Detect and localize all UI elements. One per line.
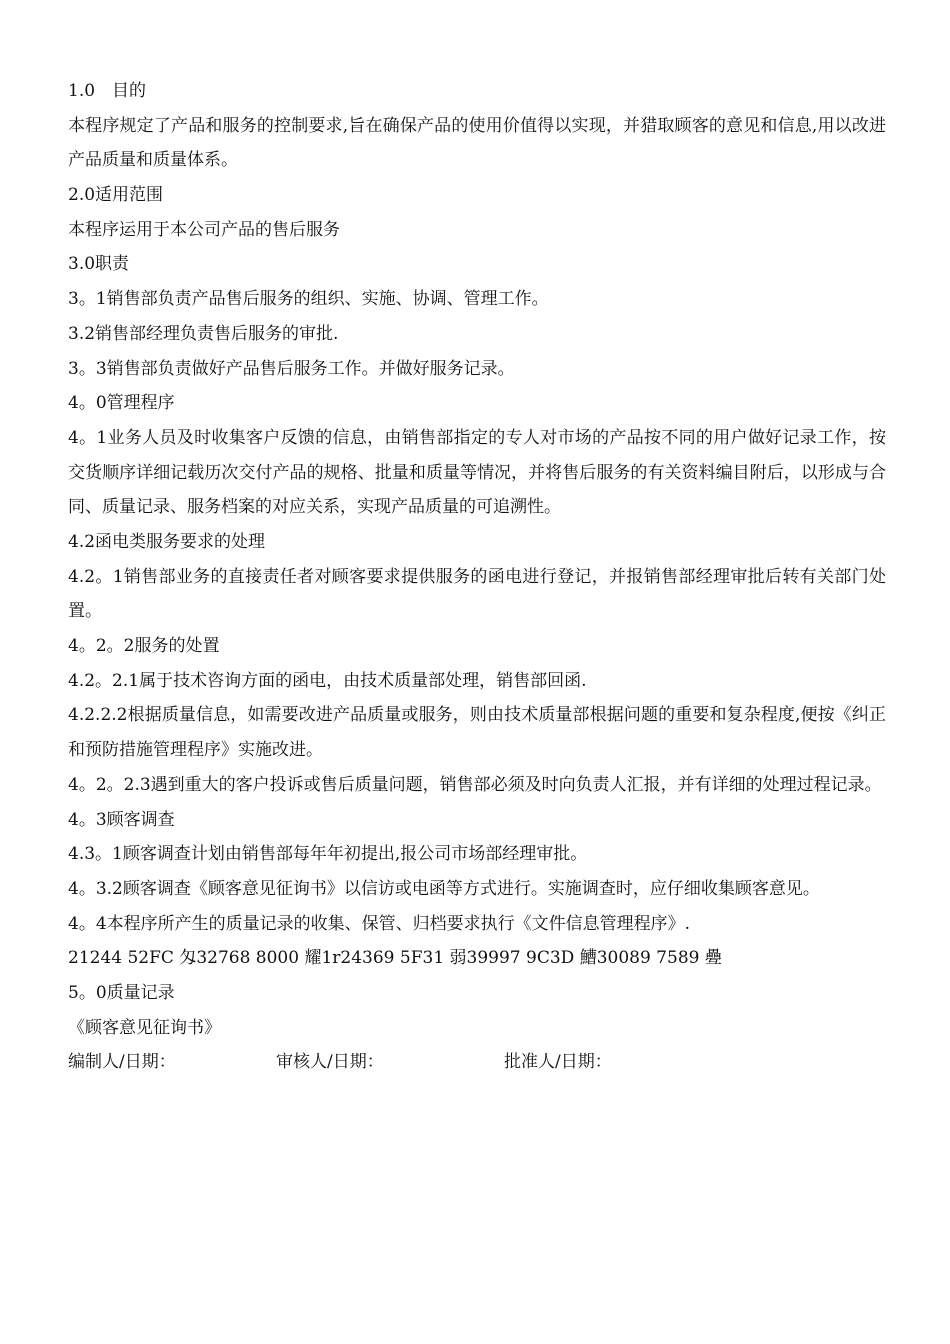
paragraph-4-2-2: 4。2。2服务的处置 [68, 636, 220, 657]
section-heading-responsibility: 3.0职责 [68, 254, 130, 275]
section-heading-quality-records: 5。0质量记录 [68, 983, 175, 1004]
paragraph-4-2-2-1: 4.2。2.1属于技术咨询方面的函电，由技术质量部处理，销售部回函. [68, 670, 587, 691]
paragraph-4-4: 4。4本程序所产生的质量记录的收集、保管、归档要求执行《文件信息管理程序》. [68, 913, 691, 934]
section-heading-procedure: 4。0管理程序 [68, 393, 175, 414]
signature-reviewer-label: 审核人/日期： [276, 1052, 384, 1073]
paragraph-4-3: 4。3顾客调查 [68, 809, 175, 830]
paragraph-4-3-2: 4。3.2顾客调查《顾客意见征询书》以信访或电函等方式进行。实施调查时，应仔细收集顾客意见。 [68, 878, 820, 899]
paragraph-4-3-1: 4.3。1顾客调查计划由销售部每年年初提出,报公司市场部经理审批。 [68, 844, 588, 865]
paragraph-4-1: 4。1业务人员及时收集客户反馈的信息，由销售部指定的专人对市场的产品按不同的用户做好记录工作，按交货顺序详细记载历次交付产品的规格、批量和质量等情况，并将售后服务的有关资料编目附后，以形成与合同、质量记录、服务档案的对应关系，实现产品质量的可追溯性。 [68, 427, 886, 518]
encoding-artifact-line: 21244 52FC 匁32768 8000 耀1r24369 5F31 弱39997 9C3D 鰽30089 7589 疉 [68, 948, 722, 969]
paragraph-scope: 本程序运用于本公司产品的售后服务 [68, 219, 340, 240]
paragraph-4-2: 4.2函电类服务要求的处理 [68, 532, 266, 553]
signature-editor-label: 编制人/日期： [68, 1052, 176, 1073]
document-page [68, 74, 886, 1080]
paragraph-3-3: 3。3销售部负责做好产品售后服务工作。并做好服务记录。 [68, 358, 515, 379]
section-heading-purpose: 1.0 目的 [68, 81, 147, 101]
section-heading-scope: 2.0适用范围 [68, 185, 164, 206]
paragraph-3-1: 3。1销售部负责产品售后服务的组织、实施、协调、管理工作。 [68, 289, 549, 310]
paragraph-3-2: 3.2销售部经理负责售后服务的审批. [68, 323, 339, 344]
signature-row [68, 1045, 886, 1080]
record-name: 《顾客意见征询书》 [68, 1017, 221, 1038]
paragraph-purpose: 本程序规定了产品和服务的控制要求,旨在确保产品的使用价值得以实现，并猎取顾客的意见和信息,用以改进产品质量和质量体系。 [68, 115, 886, 171]
signature-approver-label: 批准人/日期： [504, 1052, 612, 1073]
paragraph-4-2-2-2: 4.2.2.2根据质量信息，如需要改进产品质量或服务，则由技术质量部根据问题的重要和复杂程度,便按《纠正和预防措施管理程序》实施改进。 [68, 705, 886, 761]
paragraph-4-2-2-3: 4。2。2.3遇到重大的客户投诉或售后质量问题，销售部必须及时向负责人汇报，并有详细的处理过程记录。 [68, 774, 882, 795]
paragraph-4-2-1: 4.2。1销售部业务的直接责任者对顾客要求提供服务的函电进行登记，并报销售部经理审批后转有关部门处置。 [68, 566, 886, 622]
